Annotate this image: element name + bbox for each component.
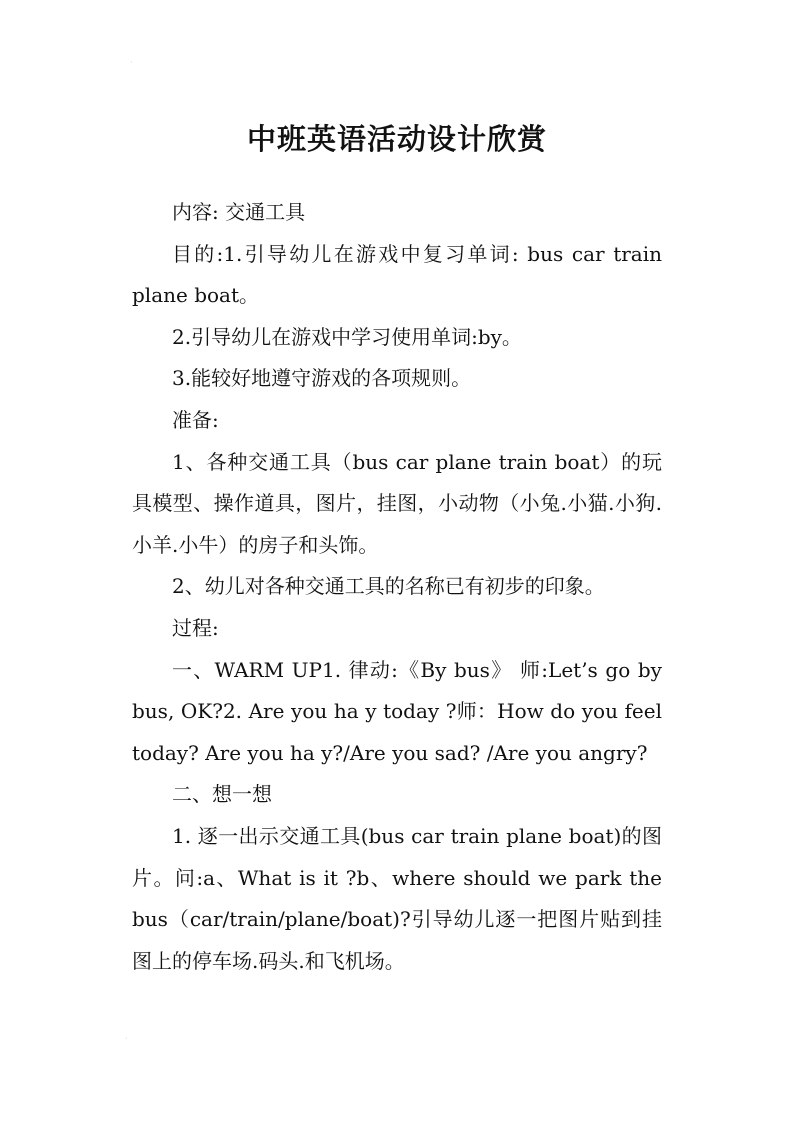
preparation-item-1: 1、各种交通工具（bus car plane train boat）的玩具模型、操作道具，图片，挂图，小动物（小兔.小猫.小狗.小羊.小牛）的房子和头饰。 [132, 449, 662, 557]
preparation-heading: 准备: [172, 407, 219, 432]
goal-paragraph: 目的:1.引导幼儿在游戏中复习单词: bus car train plane boat。 [132, 241, 662, 308]
goal-item-2: 2.引导幼儿在游戏中学习使用单词:by。 [172, 324, 522, 349]
think-item-1: 1. 逐一出示交通工具(bus car train plane boat)的图片。问:a、What is it ?b、where should we park the bus（car/train/plane/boat)?引导幼儿逐一把图片贴到挂图上的停车场.码头.和飞机场。 [132, 823, 662, 973]
scan-speck: · [125, 1034, 128, 1043]
think-heading: 二、想一想 [172, 782, 272, 807]
warm-up-paragraph: 一、WARM UP1. 律动:《By bus》 师:Let’s go by bus, OK?2. Are you ha y today ?师：How do you feel today? Are you ha y?/Are you sad? /Are you angry? [132, 657, 662, 765]
preparation-item-2: 2、幼儿对各种交通工具的名称已有初步的印象。 [172, 574, 605, 599]
scan-speck: · [130, 58, 133, 67]
process-heading: 过程: [172, 615, 219, 640]
document-body [132, 192, 662, 982]
content-paragraph: 内容: 交通工具 [172, 200, 306, 224]
goal-item-3: 3.能较好地遵守游戏的各项规则。 [172, 366, 472, 391]
document-title: 中班英语活动设计欣赏 [246, 122, 547, 157]
